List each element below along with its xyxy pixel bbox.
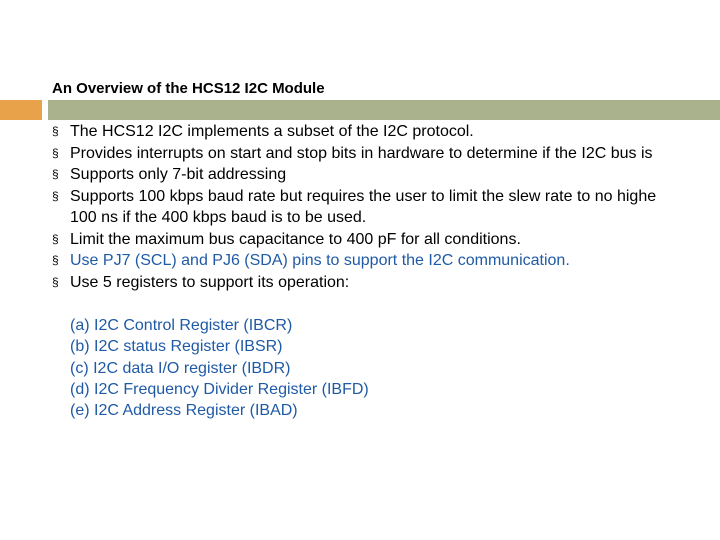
register-item: (b) I2C status Register (IBSR) bbox=[70, 338, 283, 356]
bullet-icon: § bbox=[52, 188, 59, 203]
bullet-text: Use 5 registers to support its operation: bbox=[70, 273, 350, 291]
bullet-continuation: 100 ns if the 400 kbps baud is to be used. bbox=[70, 209, 367, 226]
bullet-item bbox=[52, 186, 656, 229]
register-list bbox=[70, 315, 369, 421]
bullet-text: Provides interrupts on start and stop bits in hardware to determine if the I2C bus is bbox=[70, 144, 653, 162]
accent-bar bbox=[48, 100, 720, 120]
accent-block bbox=[0, 100, 42, 120]
register-item: (c) I2C data I/O register (IBDR) bbox=[70, 359, 291, 377]
bullet-icon: § bbox=[52, 124, 59, 138]
register-item: (a) I2C Control Register (IBCR) bbox=[70, 317, 293, 334]
bullet-text: The HCS12 I2C implements a subset of the I2C protocol. bbox=[70, 123, 474, 140]
slide-title: An Overview of the HCS12 I2C Module bbox=[52, 80, 325, 97]
register-item: (d) I2C Frequency Divider Register (IBFD) bbox=[70, 380, 369, 398]
bullet-icon: § bbox=[52, 145, 59, 160]
bullet-text: Limit the maximum bus capacitance to 400 pF for all conditions. bbox=[70, 230, 521, 248]
bullet-item bbox=[52, 229, 656, 251]
bullet-item bbox=[52, 121, 656, 143]
bullet-icon: § bbox=[52, 231, 59, 246]
register-item: (e) I2C Address Register (IBAD) bbox=[70, 402, 298, 420]
bullet-icon: § bbox=[52, 167, 59, 181]
bullet-text: Supports only 7-bit addressing bbox=[70, 166, 287, 183]
bullet-item bbox=[52, 164, 656, 186]
bullet-item bbox=[52, 272, 656, 294]
bullet-icon: § bbox=[52, 253, 59, 267]
bullet-text: Use PJ7 (SCL) and PJ6 (SDA) pins to support the I2C communication. bbox=[70, 252, 570, 269]
bullet-list bbox=[52, 121, 656, 293]
bullet-text: Supports 100 kbps baud rate but requires the user to limit the slew rate to no highe bbox=[70, 187, 657, 205]
bullet-item bbox=[52, 250, 656, 272]
bullet-icon: § bbox=[52, 274, 59, 289]
bullet-item bbox=[52, 143, 656, 165]
